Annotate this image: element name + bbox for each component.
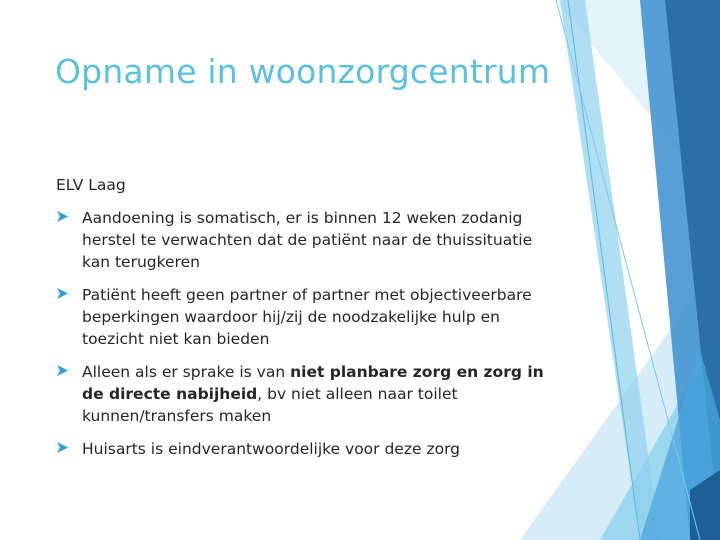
bullet-item xyxy=(56,438,556,460)
bullet-text xyxy=(82,284,556,350)
bullet-item xyxy=(56,284,556,350)
slide-subheading: ELV Laag xyxy=(56,176,126,194)
bullet-item xyxy=(56,207,556,273)
bullet-text-segment: Patiënt heeft geen partner of partner met objectiveerbare beperkingen waardoor hij/zij de noodzakelijke hulp en toezicht niet kan bieden xyxy=(82,286,532,348)
bullet-text xyxy=(82,207,556,273)
bullet-text-bold: niet planbare zorg en zorg in de directe nabijheid xyxy=(82,363,544,403)
bullet-text xyxy=(82,438,556,460)
bullet-text-segment: Aandoening is somatisch, er is binnen 12 weken zodanig herstel te verwachten dat de patiënt naar de thuissituatie kan terugkeren xyxy=(82,209,533,271)
bullet-text-segment: Alleen als er sprake is van xyxy=(82,363,291,381)
bullet-text xyxy=(82,361,556,427)
diamond-arrow-icon xyxy=(56,210,69,223)
diamond-arrow-icon xyxy=(56,441,69,454)
bullet-text-segment: , bv niet alleen naar toilet kunnen/transfers maken xyxy=(82,385,458,425)
diamond-arrow-icon xyxy=(56,287,69,300)
bullet-text-segment: Huisarts is eindverantwoordelijke voor deze zorg xyxy=(82,440,461,458)
bullet-list xyxy=(56,207,556,471)
diamond-arrow-icon xyxy=(56,364,69,377)
bullet-item xyxy=(56,361,556,427)
slide-title: Opname in woonzorgcentrum xyxy=(55,52,551,91)
